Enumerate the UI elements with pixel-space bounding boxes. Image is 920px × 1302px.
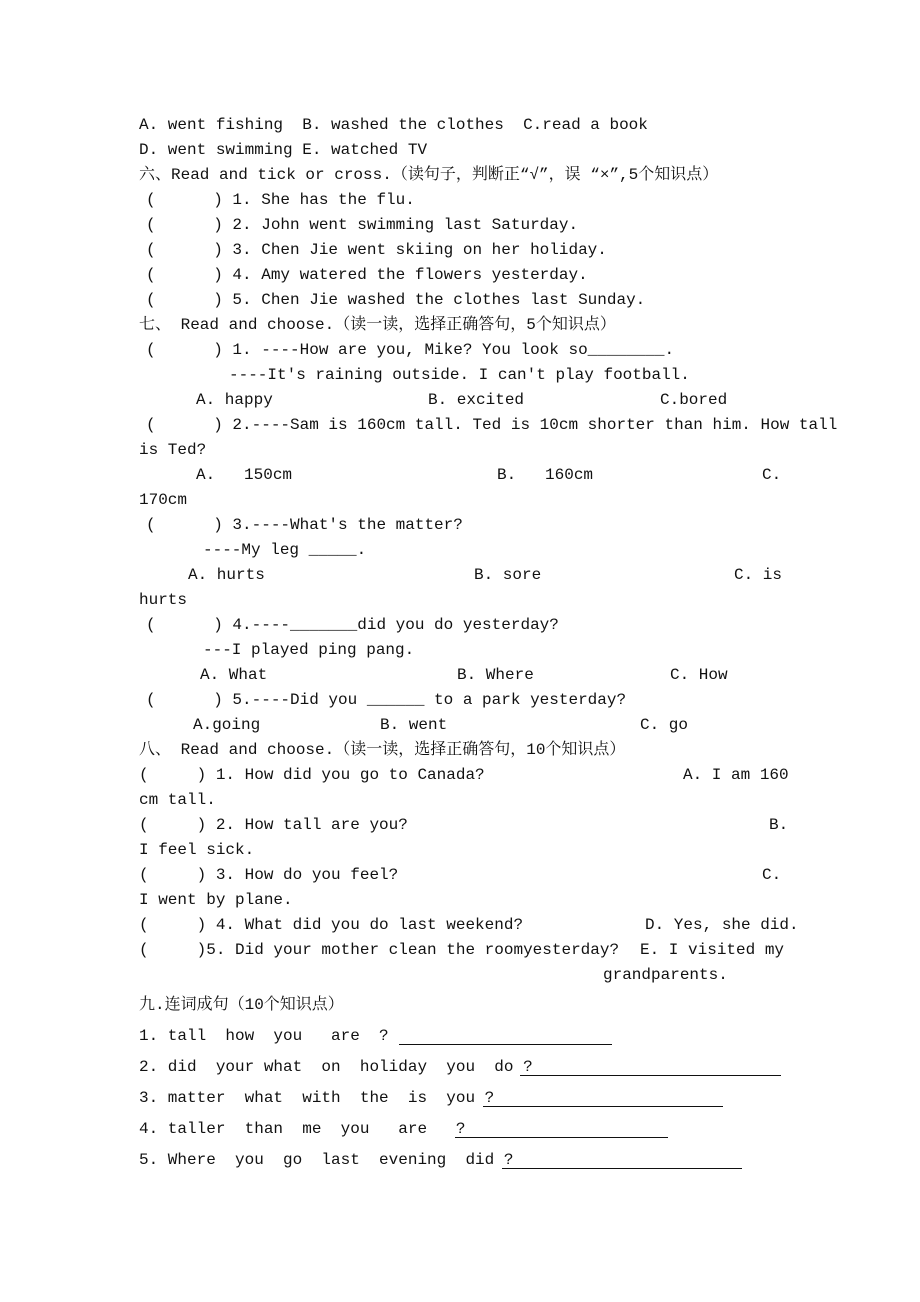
question: ( ) 1. How did you go to Canada?: [139, 766, 485, 784]
question: ( ) 3. How do you feel?: [139, 866, 399, 884]
option: C.bored: [660, 391, 728, 409]
answer: E. I visited my: [640, 941, 785, 959]
answer: A. I am 160: [683, 766, 789, 784]
question: ( ) 2. How tall are you?: [139, 816, 408, 834]
question: ( ) 1. ----How are you, Mike? You look so________.: [146, 341, 675, 359]
answer: C.: [762, 866, 782, 884]
option: A. hurts: [188, 566, 265, 584]
option: B. sore: [474, 566, 542, 584]
answer: cm tall.: [139, 791, 216, 809]
sentence-item: 2. did your what on holiday you do ?: [139, 1058, 533, 1076]
options-line: D. went swimming E. watched TV: [139, 141, 428, 159]
tick-cross-item: ( ) 3. Chen Jie went skiing on her holiday.: [146, 241, 607, 259]
section-heading: 七、 Read and choose.（读一读，选择正确答句，5个知识点）: [139, 316, 616, 334]
option: C. is: [734, 566, 783, 584]
section-heading: 九.连词成句（10个知识点）: [139, 996, 344, 1014]
answer: D. Yes, she did.: [645, 916, 799, 934]
option: A.going: [193, 716, 261, 734]
answer: I feel sick.: [139, 841, 255, 859]
section-heading: 六、Read and tick or cross.（读句子，判断正“√”，误 “×”,5个知识点）: [139, 166, 719, 184]
question: ( ) 2.----Sam is 160cm tall. Ted is 10cm shorter than him. How tall: [146, 416, 838, 434]
question-line: ----My leg _____.: [203, 541, 367, 559]
option: B. went: [380, 716, 448, 734]
sentence-item: 3. matter what with the is you ?: [139, 1089, 495, 1107]
question: ( )5. Did your mother clean the roomyesterday?: [139, 941, 620, 959]
question: ( ) 4. What did you do last weekend?: [139, 916, 524, 934]
answer-blank[interactable]: [483, 1106, 723, 1107]
option: C. How: [670, 666, 728, 684]
option: B. excited: [428, 391, 525, 409]
option: hurts: [139, 591, 188, 609]
option: 170cm: [139, 491, 188, 509]
question-line: ----It's raining outside. I can't play football.: [229, 366, 690, 384]
question: ( ) 4.----_______did you do yesterday?: [146, 616, 559, 634]
question: ( ) 3.----What's the matter?: [146, 516, 463, 534]
answer: I went by plane.: [139, 891, 293, 909]
question-line: ---I played ping pang.: [203, 641, 415, 659]
option: B. 160cm: [497, 466, 594, 484]
tick-cross-item: ( ) 5. Chen Jie washed the clothes last Sunday.: [146, 291, 646, 309]
tick-cross-item: ( ) 2. John went swimming last Saturday.: [146, 216, 579, 234]
answer-blank[interactable]: [502, 1168, 742, 1169]
option: A. 150cm: [196, 466, 293, 484]
options-line: A. went fishing B. washed the clothes C.read a book: [139, 116, 648, 134]
option: A. What: [200, 666, 268, 684]
section-heading: 八、 Read and choose.（读一读，选择正确答句，10个知识点）: [139, 741, 626, 759]
tick-cross-item: ( ) 1. She has the flu.: [146, 191, 415, 209]
answer: B.: [769, 816, 789, 834]
answer-blank[interactable]: [455, 1137, 668, 1138]
sentence-item: 1. tall how you are ?: [139, 1027, 389, 1045]
sentence-item: 5. Where you go last evening did ?: [139, 1151, 514, 1169]
question: ( ) 5.----Did you ______ to a park yesterday?: [146, 691, 627, 709]
answer-blank[interactable]: [520, 1075, 781, 1076]
option: A. happy: [196, 391, 273, 409]
option: C. go: [640, 716, 689, 734]
question-line: is Ted?: [139, 441, 207, 459]
sentence-item: 4. taller than me you are ?: [139, 1120, 466, 1138]
option: C.: [762, 466, 782, 484]
option: B. Where: [457, 666, 534, 684]
tick-cross-item: ( ) 4. Amy watered the flowers yesterday.: [146, 266, 588, 284]
answer-blank[interactable]: [399, 1044, 612, 1045]
answer: grandparents.: [603, 966, 728, 984]
